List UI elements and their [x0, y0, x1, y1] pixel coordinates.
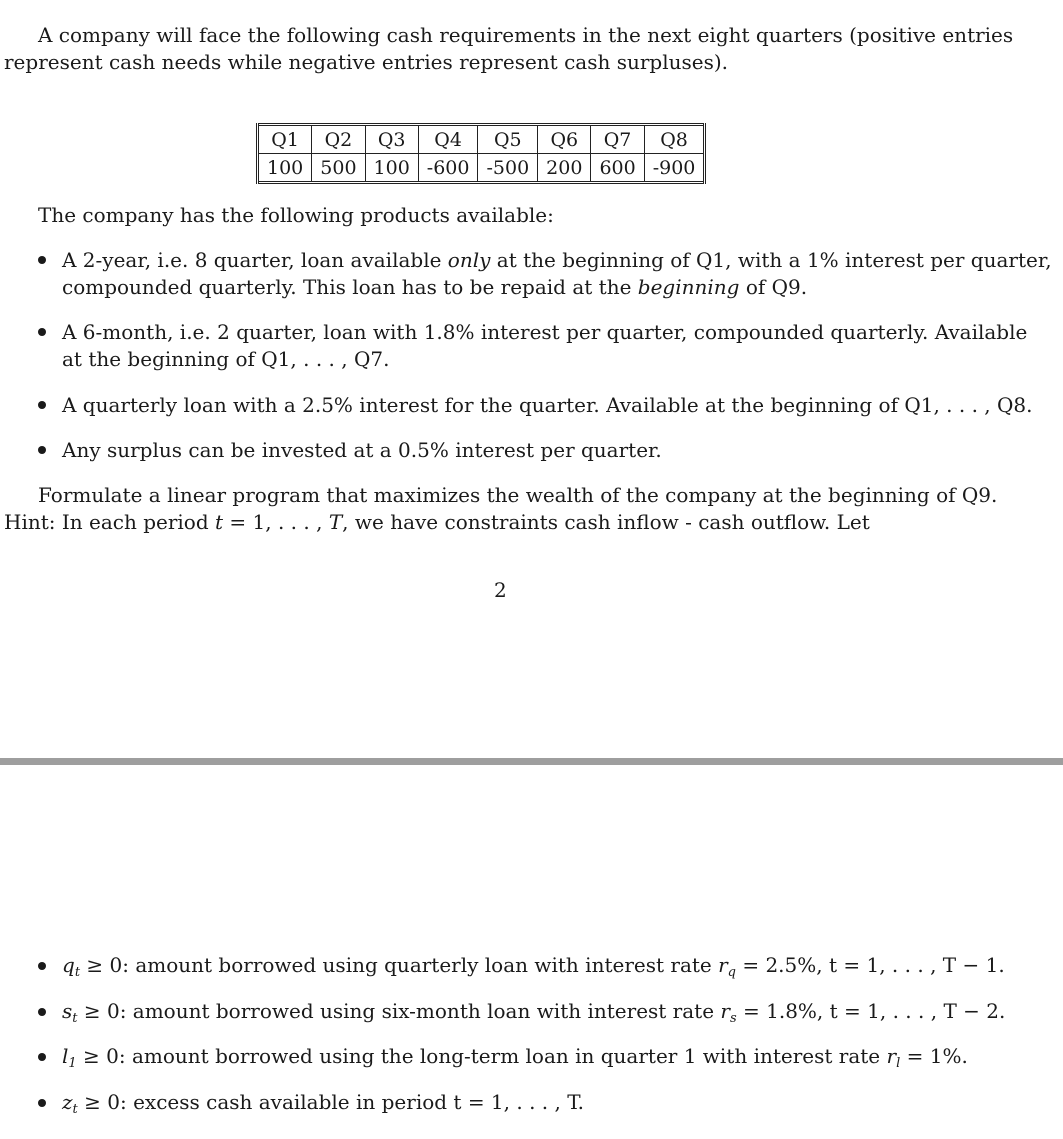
- product-2-line-2: at the beginning of Q1, . . . , Q7.: [62, 347, 390, 371]
- product-4-line-1: Any surplus can be invested at a 0.5% interest per quarter.: [62, 438, 662, 462]
- table-header-cell: Q8: [644, 125, 705, 154]
- table-header-cell: Q2: [312, 125, 365, 154]
- product-1-text-c: compounded quarterly. This loan has to be repaid at the: [62, 275, 638, 299]
- table-value-cell: 600: [591, 154, 644, 183]
- table-value-cell: -600: [418, 154, 478, 183]
- rate-symbol: r: [718, 953, 728, 977]
- variable-z-definition: [62, 1089, 584, 1123]
- table-header-cell: Q6: [538, 125, 591, 154]
- var-subscript: t: [74, 965, 81, 980]
- bullet-icon: [38, 1053, 46, 1061]
- hint-part-c: , we have constraints cash inflow - cash outflow. Let: [342, 510, 870, 534]
- product-1-line-2: [62, 274, 807, 300]
- cash-requirements-table: [256, 123, 706, 184]
- product-2-line-1: A 6-month, i.e. 2 quarter, loan with 1.8% interest per quarter, compounded quarterly. Available: [62, 320, 1028, 344]
- var-symbol: s: [62, 999, 73, 1023]
- product-1-emphasis-2: beginning: [637, 275, 740, 299]
- var-description: ≥ 0: amount borrowed using quarterly loan with interest rate: [80, 953, 719, 977]
- table-header-cell: Q1: [258, 125, 312, 154]
- bullet-icon: [38, 1099, 46, 1107]
- var-symbol: l: [62, 1044, 69, 1068]
- hint-math-t: t: [215, 510, 224, 534]
- hint-math-T: T: [328, 510, 343, 534]
- table-value-cell: -900: [644, 154, 705, 183]
- intro-line-1: A company will face the following cash requirements in the next eight quarters (positive entries: [38, 23, 1014, 47]
- table-value-cell: 200: [538, 154, 591, 183]
- page-divider: [0, 758, 1063, 765]
- rate-subscript: l: [896, 1056, 901, 1071]
- var-subscript: t: [72, 1102, 78, 1117]
- hint-text: [4, 509, 870, 535]
- variable-q-definition: [62, 952, 1005, 986]
- var-subscript: 1: [68, 1056, 77, 1071]
- product-1-line-1: [62, 247, 1052, 273]
- bullet-icon: [38, 962, 46, 970]
- var-range: = 1%.: [900, 1044, 968, 1068]
- table-header-row: [258, 125, 705, 154]
- table-header-cell: Q7: [591, 125, 644, 154]
- table-value-cell: 100: [258, 154, 312, 183]
- hint-part-b: = 1, . . . ,: [223, 510, 329, 534]
- table-value-cell: 500: [312, 154, 365, 183]
- hint-part-a: Hint: In each period: [4, 510, 215, 534]
- var-subscript: t: [72, 1011, 78, 1026]
- bullet-icon: [38, 401, 46, 409]
- products-intro: The company has the following products available:: [38, 203, 554, 227]
- table-value-cell: 100: [365, 154, 418, 183]
- var-description: ≥ 0: amount borrowed using six-month loan with interest rate: [77, 999, 721, 1023]
- var-range: = 2.5%, t = 1, . . . , T − 1.: [735, 953, 1005, 977]
- var-description: ≥ 0: excess cash available in period t = 1, . . . , T.: [77, 1090, 584, 1114]
- product-1-emphasis: only: [447, 248, 491, 272]
- product-3-line-1: A quarterly loan with a 2.5% interest for the quarter. Available at the beginning of Q1, . . . , Q8.: [62, 393, 1033, 417]
- variable-s-definition: [62, 998, 1005, 1032]
- rate-subscript: s: [729, 1011, 737, 1026]
- rate-subscript: q: [727, 965, 736, 980]
- bullet-icon: [38, 256, 46, 264]
- table-value-row: [258, 154, 705, 183]
- formulate-text: Formulate a linear program that maximizes the wealth of the company at the beginning of Q9.: [38, 483, 998, 507]
- var-symbol: q: [62, 953, 75, 977]
- table-value-cell: -500: [478, 154, 538, 183]
- product-1-text-d: of Q9.: [739, 275, 808, 299]
- rate-symbol: r: [886, 1044, 897, 1068]
- variable-l-definition: [62, 1043, 968, 1077]
- product-1-text-b: at the beginning of Q1, with a 1% interest per quarter,: [490, 248, 1052, 272]
- var-symbol: z: [62, 1090, 73, 1114]
- page-number: 2: [494, 578, 507, 602]
- var-range: = 1.8%, t = 1, . . . , T − 2.: [736, 999, 1006, 1023]
- table-header-cell: Q3: [365, 125, 418, 154]
- table-header-cell: Q4: [418, 125, 478, 154]
- product-1-text-a: A 2-year, i.e. 8 quarter, loan available: [62, 248, 448, 272]
- rate-symbol: r: [720, 999, 730, 1023]
- bullet-icon: [38, 446, 46, 454]
- table-header-cell: Q5: [478, 125, 538, 154]
- intro-line-2: represent cash needs while negative entries represent cash surpluses).: [4, 50, 729, 74]
- bullet-icon: [38, 328, 46, 336]
- var-description: ≥ 0: amount borrowed using the long-term loan in quarter 1 with interest rate: [76, 1044, 887, 1068]
- bullet-icon: [38, 1008, 46, 1016]
